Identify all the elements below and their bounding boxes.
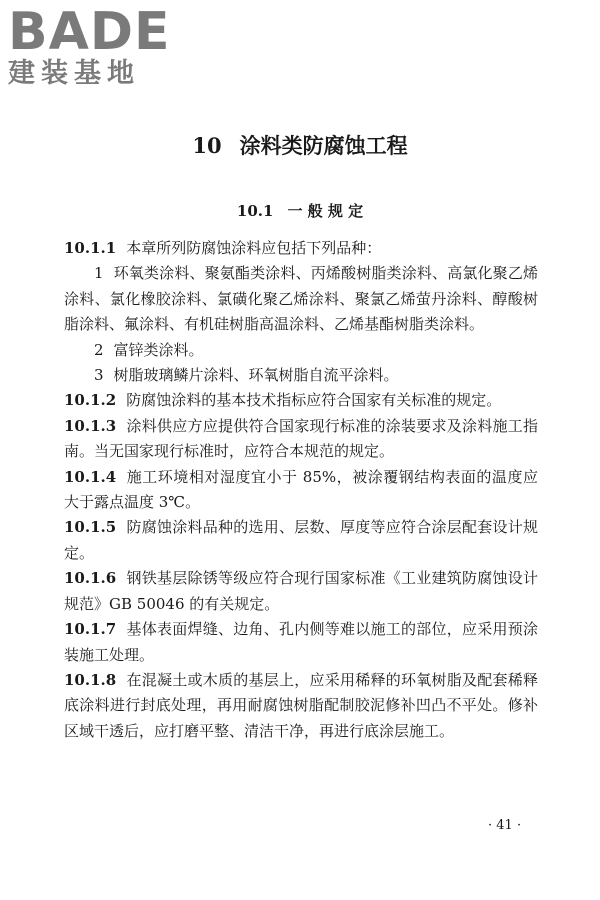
clause (64, 414, 538, 465)
page-number: · 41 · (488, 818, 522, 833)
clause-number: 10.1.2 (64, 391, 117, 410)
clause (64, 388, 538, 413)
clause-number: 10.1.7 (64, 620, 117, 639)
clause-text: 施工环境相对湿度宜小于 85%，被涂覆钢结构表面的温度应大于露点温度 3℃。 (64, 467, 538, 512)
item-number: 2 (94, 340, 104, 359)
list-item (64, 363, 538, 388)
section-number: 10.1 (236, 202, 274, 220)
clause-text: 防腐蚀涂料品种的选用、层数、厚度等应符合涂层配套设计规定。 (64, 518, 538, 562)
clause-number: 10.1.1 (64, 239, 117, 257)
clause-text: 本章所列防腐蚀涂料应包括下列品种： (126, 239, 382, 257)
chapter-title-text: 涂料类防腐蚀工程 (239, 133, 408, 158)
item-text: 富锌类涂料。 (113, 340, 204, 359)
document-body (64, 236, 538, 744)
clause (64, 515, 538, 566)
clause (64, 465, 538, 516)
item-text: 树脂玻璃鳞片涂料、环氧树脂自流平涂料。 (113, 366, 399, 385)
item-number: 1 (94, 264, 104, 283)
clause-text: 防腐蚀涂料的基本技术指标应符合国家有关标准的规定。 (126, 391, 502, 410)
logo-subtitle: 建装基地 (8, 58, 140, 89)
section-title-text: 一 般 规 定 (287, 202, 364, 220)
clause-number: 10.1.6 (64, 569, 117, 588)
clause (64, 236, 538, 261)
clause-number: 10.1.3 (64, 416, 117, 435)
list-item (64, 338, 538, 363)
clause-number: 10.1.8 (64, 670, 117, 689)
chapter-number: 10 (192, 133, 222, 158)
chapter-title (0, 130, 600, 160)
item-number: 3 (94, 366, 104, 385)
list-item (64, 261, 538, 337)
clause-number: 10.1.5 (64, 518, 117, 537)
clause (64, 617, 538, 668)
logo-brand: BADE (8, 2, 171, 62)
clause (64, 668, 538, 744)
section-title (0, 200, 600, 221)
clause-number: 10.1.4 (64, 467, 117, 486)
logo (8, 4, 178, 90)
clause-text: 基体表面焊缝、边角、孔内侧等难以施工的部位，应采用预涂装施工处理。 (64, 620, 538, 664)
clause (64, 566, 538, 617)
clause-text: 涂料供应方应提供符合国家现行标准的涂装要求及涂料施工指南。当无国家现行标准时，应符合本规范的规定。 (64, 416, 538, 461)
clause-text: 钢铁基层除锈等级应符合现行国家标准《工业建筑防腐蚀设计规范》GB 50046 的有关规定。 (64, 569, 538, 613)
item-text: 环氧类涂料、聚氨酯类涂料、丙烯酸树脂类涂料、高氯化聚乙烯涂料、氯化橡胶涂料、氯磺化聚乙烯涂料、聚氯乙烯萤丹涂料、醇酸树脂涂料、氟涂料、有机硅树脂高温涂料、乙烯基酯树脂类涂料。 (64, 264, 538, 334)
clause-text: 在混凝土或木质的基层上，应采用稀释的环氧树脂及配套稀释底涂料进行封底处理，再用耐腐蚀树脂配制胶泥修补凹凸不平处。修补区域干透后，应打磨平整、清洁干净，再进行底涂层施工。 (64, 670, 538, 740)
